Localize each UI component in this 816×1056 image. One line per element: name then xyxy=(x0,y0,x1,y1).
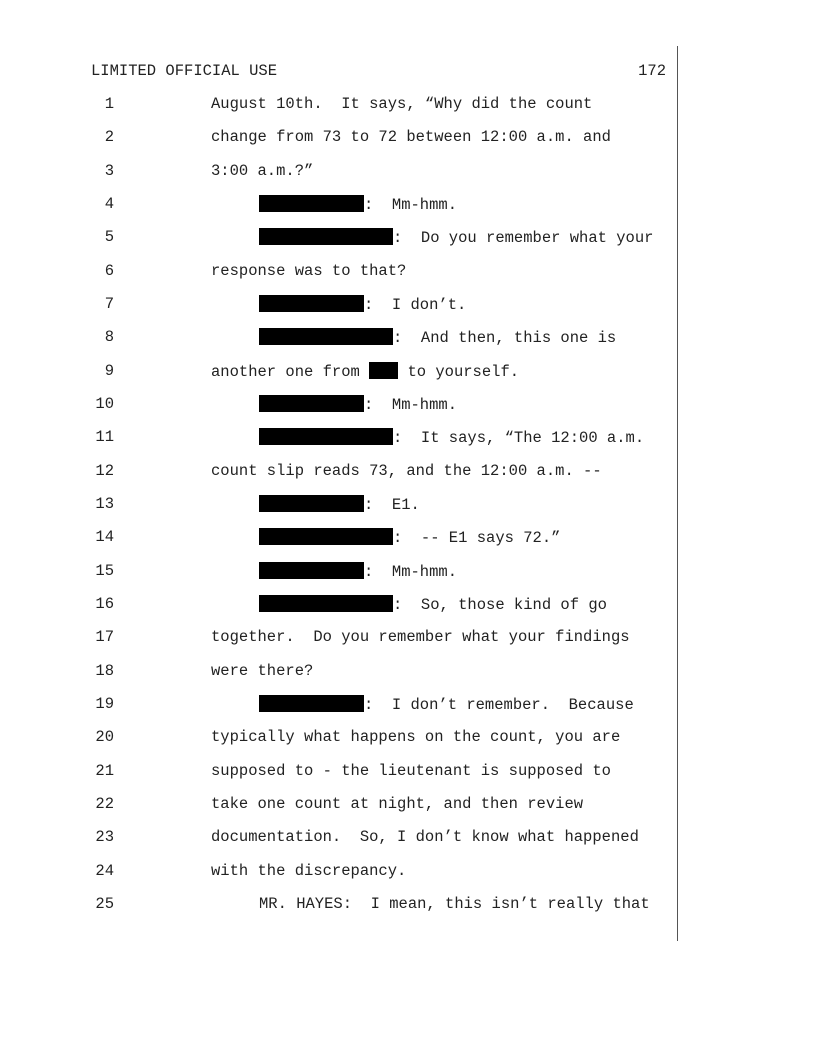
line-text: : So, those kind of go xyxy=(393,596,607,614)
line-text: with the discrepancy. xyxy=(211,862,407,880)
redaction-bar xyxy=(259,295,364,312)
transcript-line xyxy=(0,128,680,150)
line-text xyxy=(211,362,519,381)
line-number: 19 xyxy=(95,695,114,713)
line-number: 15 xyxy=(95,562,114,580)
speaker-line xyxy=(259,195,457,214)
line-text: : And then, this one is xyxy=(393,329,617,347)
transcript-line xyxy=(0,95,680,117)
redaction-bar xyxy=(259,228,393,245)
line-number: 9 xyxy=(104,362,114,380)
transcript-line xyxy=(0,862,680,884)
transcript-line xyxy=(0,395,680,417)
line-number: 12 xyxy=(95,462,114,480)
line-number: 18 xyxy=(95,662,114,680)
transcript-line xyxy=(0,828,680,850)
speaker-line xyxy=(259,395,457,414)
line-text-before: another one from xyxy=(211,363,370,381)
transcript-line xyxy=(0,595,680,617)
line-number: 24 xyxy=(95,862,114,880)
transcript-line xyxy=(0,628,680,650)
line-text: : Mm-hmm. xyxy=(364,396,458,414)
speaker-line xyxy=(259,595,607,614)
speaker-line xyxy=(259,495,420,514)
speaker-line xyxy=(259,328,616,347)
transcript-line xyxy=(0,562,680,584)
line-text: change from 73 to 72 between 12:00 a.m. and xyxy=(211,128,611,146)
line-text: : E1. xyxy=(364,496,420,514)
line-text: : Do you remember what your xyxy=(393,229,654,247)
speaker-line xyxy=(259,562,457,581)
transcript-line xyxy=(0,495,680,517)
transcript-line xyxy=(0,795,680,817)
line-number: 20 xyxy=(95,728,114,746)
line-number: 13 xyxy=(95,495,114,513)
line-text: : -- E1 says 72.” xyxy=(393,529,561,547)
transcript-line xyxy=(0,328,680,350)
transcript-line xyxy=(0,262,680,284)
transcript-line xyxy=(0,362,680,384)
redaction-bar xyxy=(259,595,393,612)
redaction-bar xyxy=(259,328,393,345)
line-number: 2 xyxy=(104,128,114,146)
line-text: documentation. So, I don’t know what happened xyxy=(211,828,639,846)
speaker-line xyxy=(259,228,653,247)
line-text-after: to yourself. xyxy=(398,363,520,381)
redaction-bar xyxy=(259,395,364,412)
line-text: MR. HAYES: I mean, this isn’t really that xyxy=(259,895,650,913)
line-number: 21 xyxy=(95,762,114,780)
redaction-bar xyxy=(259,528,393,545)
line-text: 3:00 a.m.?” xyxy=(211,162,314,180)
line-text: : Mm-hmm. xyxy=(364,196,458,214)
line-number: 3 xyxy=(104,162,114,180)
line-text: response was to that? xyxy=(211,262,407,280)
line-number: 4 xyxy=(104,195,114,213)
line-number: 11 xyxy=(95,428,114,446)
transcript-line xyxy=(0,162,680,184)
transcript-line xyxy=(0,895,680,917)
line-text: August 10th. It says, “Why did the count xyxy=(211,95,593,113)
transcript-line xyxy=(0,228,680,250)
page-number: 172 xyxy=(638,62,666,80)
redaction-bar xyxy=(259,562,364,579)
line-number: 7 xyxy=(104,295,114,313)
line-text: count slip reads 73, and the 12:00 a.m. -- xyxy=(211,462,602,480)
line-text: : I don’t remember. Because xyxy=(364,696,634,714)
line-text: : Mm-hmm. xyxy=(364,563,458,581)
transcript-line xyxy=(0,528,680,550)
line-text: together. Do you remember what your findings xyxy=(211,628,630,646)
line-text: supposed to - the lieutenant is supposed to xyxy=(211,762,611,780)
line-text: : I don’t. xyxy=(364,296,467,314)
line-number: 10 xyxy=(95,395,114,413)
redaction-bar xyxy=(259,195,364,212)
classification-header: LIMITED OFFICIAL USE xyxy=(91,62,278,80)
line-number: 5 xyxy=(104,228,114,246)
line-text: typically what happens on the count, you are xyxy=(211,728,621,746)
transcript-line xyxy=(0,428,680,450)
transcript-line xyxy=(0,295,680,317)
line-number: 8 xyxy=(104,328,114,346)
speaker-line xyxy=(259,695,634,714)
transcript-line xyxy=(0,762,680,784)
line-text: : It says, “The 12:00 a.m. xyxy=(393,429,645,447)
line-text: were there? xyxy=(211,662,314,680)
redaction-bar xyxy=(259,495,364,512)
line-number: 22 xyxy=(95,795,114,813)
line-number: 17 xyxy=(95,628,114,646)
redaction-bar xyxy=(369,362,398,379)
speaker-line xyxy=(259,428,644,447)
speaker-line xyxy=(259,528,560,547)
redaction-bar xyxy=(259,695,364,712)
line-text: take one count at night, and then review xyxy=(211,795,584,813)
line-number: 14 xyxy=(95,528,114,546)
line-number: 1 xyxy=(104,95,114,113)
transcript-line xyxy=(0,195,680,217)
line-number: 25 xyxy=(95,895,114,913)
line-number: 16 xyxy=(95,595,114,613)
transcript-line xyxy=(0,728,680,750)
redaction-bar xyxy=(259,428,393,445)
transcript-line xyxy=(0,662,680,684)
line-number: 23 xyxy=(95,828,114,846)
transcript-line xyxy=(0,462,680,484)
line-number: 6 xyxy=(104,262,114,280)
speaker-line xyxy=(259,295,466,314)
transcript-line xyxy=(0,695,680,717)
